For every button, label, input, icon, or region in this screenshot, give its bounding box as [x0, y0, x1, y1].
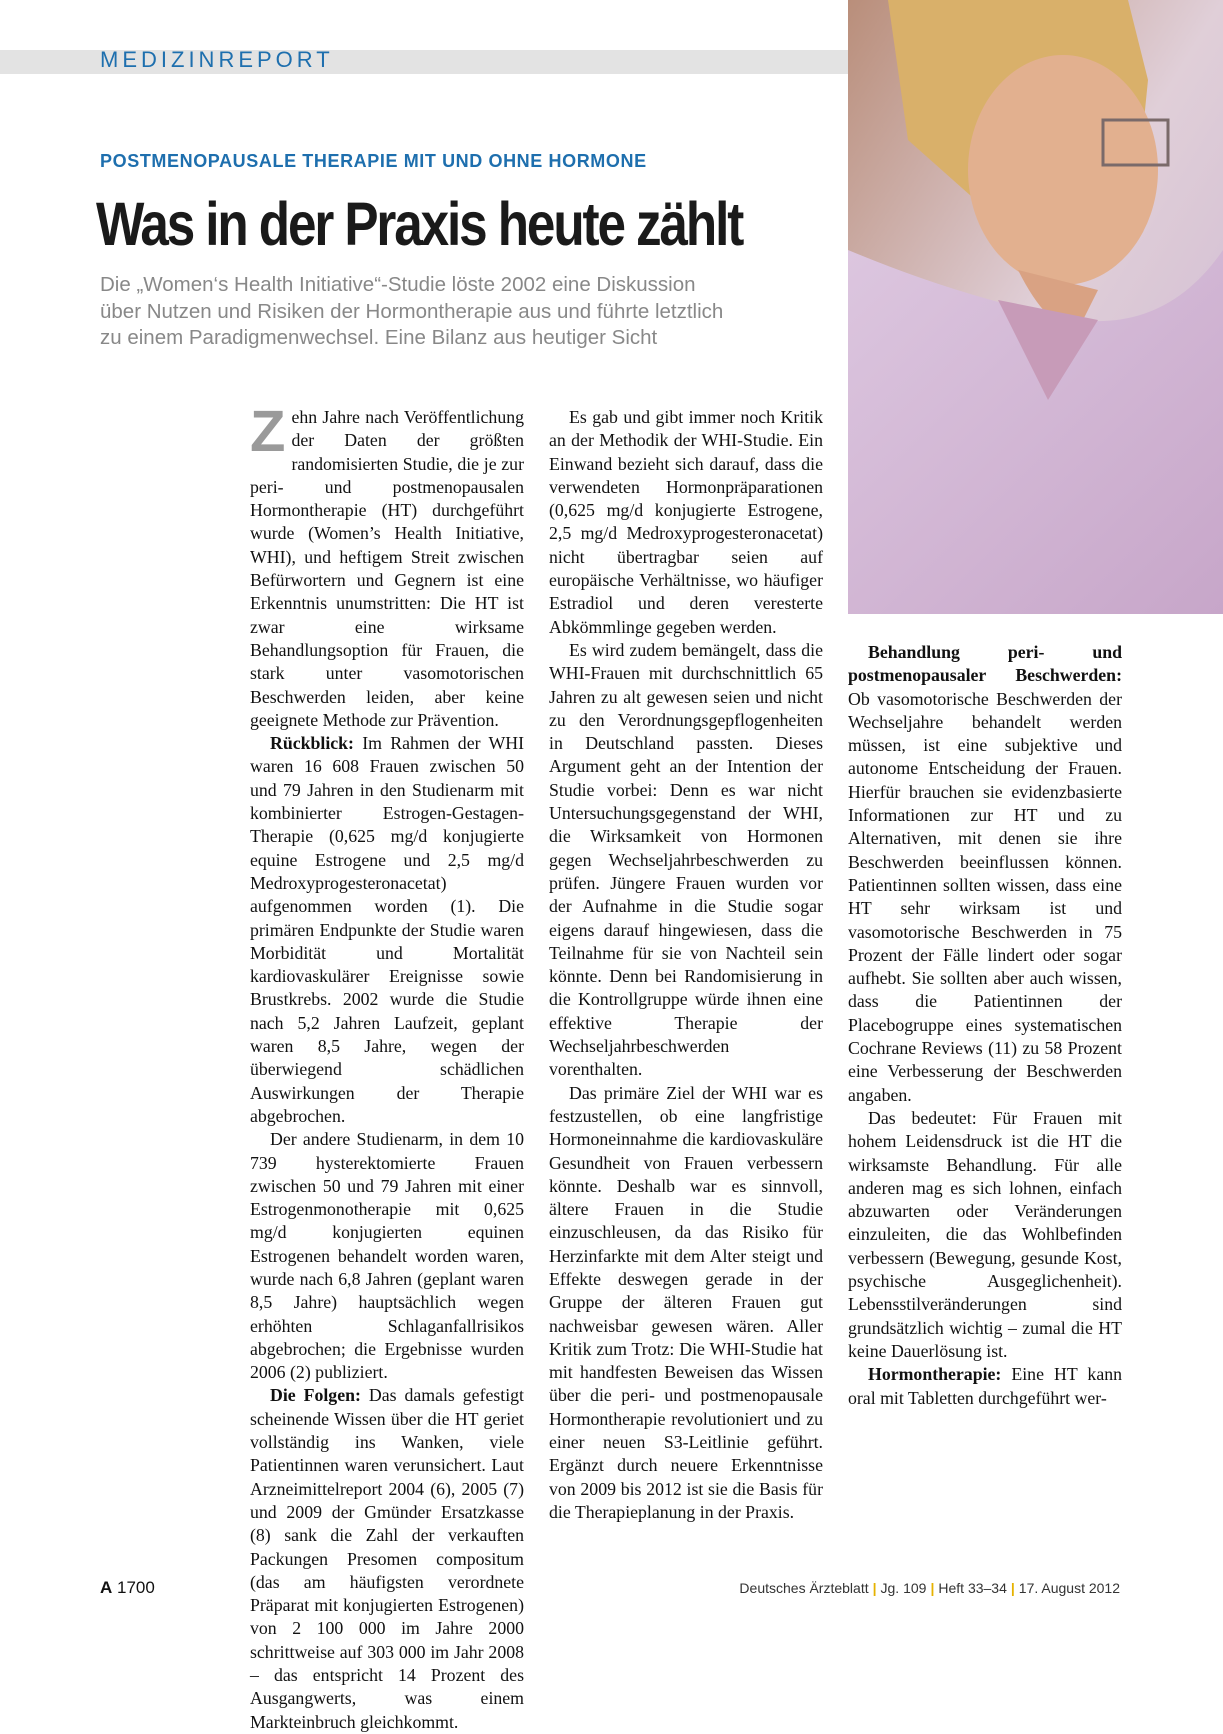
drop-cap: Z: [250, 399, 286, 464]
lead-text: [100, 272, 840, 352]
lead-line: Die „Women‘s Health Initiative“-Studie löste 2002 eine Diskussion: [100, 273, 696, 296]
article-column-1: [250, 399, 524, 1734]
paragraph-label: Hormontherapie:: [868, 1364, 1002, 1385]
headline: Was in der Praxis heute zählt: [96, 190, 743, 258]
paragraph-intro: Zehn Jahre nach Veröffentlichung der Daten der größten randomisierten Studie, die je zur peri- und postmenopausalen Hormontherapie (HT) durchgeführt wurde (Women’s Health Initiative, WHI), und heftigem Streit zwischen Befürwortern und Gegnern ist eine Erkenntnis unumstritten: Die HT ist zwar eine wirksame Behandlungsoption für Frauen, die stark unter vasomotorischen Beschwerden leiden, aber keine geeignete Methode zur Prävention.: [250, 399, 524, 730]
journal-name: Deutsches Ärzteblatt: [739, 1580, 869, 1596]
journal-issue: Heft 33–34: [938, 1580, 1007, 1596]
paragraph-rueckblick: Rückblick: Im Rahmen der WHI waren 16 608 Frauen zwischen 50 und 79 Jahren in den Studienarm mit kombinierter Estrogen-Gestagen-Therapie (0,625 mg/d konjugierte equine Estrogene und 2,5 mg/d Medroxyprogesteronacetat) aufgenommen worden (1). Die primären Endpunkte der Studie waren Morbidität und Mortalität kardiovaskulärer Ereignisse sowie Brustkrebs. 2002 wurde die Studie nach 5,2 Jahren Laufzeit, geplant waren 8,5 Jahre, wegen der überwiegend schädlichen Auswirkungen der Therapie abgebrochen.: [250, 733, 524, 1126]
paragraph-label: Die Folgen:: [270, 1385, 361, 1406]
paragraph-behandlung: Behandlung peri- und postmenopausaler Beschwerden: Ob vasomotorische Beschwerden der Wechseljahre behandelt werden müssen, ist eine subjektive und autonome Entscheidung der Frauen. Hierfür brauchen sie evidenzbasierte Informationen zur HT und zu Alternativen, mit denen sie ihre Beschwerden beeinflussen können. Patientinnen sollten wissen, dass eine HT sehr wirksam ist und vasomotorische Beschwerden in 75 Prozent der Fälle lindert oder sogar aufhebt. Sie sollten aber auch wissen, dass die Patientinnen der Placebogruppe eines systematischen Cochrane Reviews (11) zu 58 Prozent eine Verbesserung der Beschwerden angaben.: [848, 642, 1122, 1105]
lead-line: über Nutzen und Risiken der Hormontherapie aus und führte letztlich: [100, 299, 724, 323]
page-number: A 1700: [100, 1578, 155, 1597]
paragraph: Das bedeutet: Für Frauen mit hohem Leidensdruck ist die HT die wirksamste Behandlung. Für alle anderen mag es sich lohnen, einfach abzuwarten oder Veränderungen einzuleiten, die das Wohlbefinden verbessern (Bewegung, gesunde Kost, psychische Ausgeglichenheit). Lebensstilveränderungen sind grundsätzlich wichtig – zumal die HT keine Dauerlösung ist.: [848, 1107, 1122, 1361]
paragraph: Das primäre Ziel der WHI war es festzustellen, ob eine langfristige Hormoneinnahme die kardiovaskuläre Gesundheit von Frauen verbessern könnte. Deshalb war es sinnvoll, ältere Frauen in die Studie einzuschleusen, da das Risiko für Herzinfarkte mit dem Alter steigt und Effekte deswegen gerade in der Gruppe der älteren Frauen gut nachweisbar gewesen wären. Aller Kritik zum Trotz: Die WHI-Studie hat mit handfesten Beweisen das Wissen über die peri- und postmenopausale Hormontherapie revolutioniert und zu einer neuen S3-Leitlinie geführt. Ergänzt durch neuere Erkenntnisse von 2009 bis 2012 ist sie die Basis für die Therapieplanung in der Praxis.: [549, 1082, 823, 1522]
article-column-2: [549, 406, 823, 1524]
kicker: POSTMENOPAUSALE THERAPIE MIT UND OHNE HORMONE: [100, 151, 647, 171]
paragraph: Der andere Studienarm, in dem 10 739 hysterektomierte Frauen zwischen 50 und 79 Jahren mit einer Estrogenmonotherapie mit 0,625 mg/d konjugierten equinen Estrogenen behandelt worden waren, wurde nach 6,8 Jahren (geplant waren 8,5 Jahre) hauptsächlich wegen erhöhten Schlaganfallrisikos abgebrochen; die Ergebnisse wurden 2006 (2) publiziert.: [250, 1129, 524, 1383]
paragraph-label: Behandlung peri- und postmenopausaler Beschwerden:: [848, 642, 1122, 686]
journal-volume: Jg. 109: [880, 1580, 927, 1596]
paragraph-hormontherapie: Hormontherapie: Eine HT kann oral mit Tabletten durchgeführt wer-: [848, 1364, 1122, 1408]
paragraph-label: Rückblick:: [270, 733, 354, 754]
paragraph: Es wird zudem bemängelt, dass die WHI-Frauen mit durchschnittlich 65 Jahren zu alt gewesen seien und nicht zu den Verordnungsgepflogenheiten in Deutschland passten. Dieses Argument geht an der Intention der Studie vorbei: Denn es war nicht Untersuchungsgegenstand der WHI, die Wirksamkeit von Hormonen gegen Wechseljahrbeschwerden zu prüfen. Jüngere Frauen wurden vor der Aufnahme in die Studie sogar eigens darauf hingewiesen, dass die Teilnahme für sie von Nachteil sein könnte. Denn bei Randomisierung in die Kontrollgruppe würde ihnen eine effektive Therapie der Wechseljahrbeschwerden vorenthalten.: [549, 639, 823, 1080]
journal-footer: Deutsches Ärzteblatt | Jg. 109 | Heft 33–34 | 17. August 2012: [739, 1580, 1120, 1596]
journal-date: 17. August 2012: [1018, 1580, 1120, 1596]
paragraph: Es gab und gibt immer noch Kritik an der Methodik der WHI-Studie. Ein Einwand bezieht sich darauf, dass die verwendeten Hormonpräparationen (0,625 mg/d konjugierte Estrogene, 2,5 mg/d Medroxyprogesteronacetat) nicht übertragbar seien auf europäische Verhältnisse, wo häufiger Estradiol und deren veresterte Abkömmlinge gegeben werden.: [549, 407, 823, 637]
woman-photo-illustration: [848, 0, 1223, 614]
section-rubric: MEDIZINREPORT: [100, 47, 334, 72]
lead-line: zu einem Paradigmenwechsel. Eine Bilanz aus heutiger Sicht: [100, 326, 658, 349]
article-column-3: [848, 641, 1122, 1410]
paragraph-folgen: Die Folgen: Das damals gefestigt scheinende Wissen über die HT geriet vollständig ins Wanken, viele Patientinnen waren verunsichert. Laut Arzneimittelreport 2004 (6), 2005 (7) und 2009 der Gmünder Ersatzkasse (8) sank die Zahl der verkauften Packungen Presomen compositum (das am häufigsten verordnete Präparat mit konjugierten Estrogenen) von 2 100 000 im Jahre 2000 schrittweise auf 303 000 im Jahr 2008 – das entspricht 14 Prozent des Ausgangwerts, was einem Markteinbruch gleichkommt.: [250, 1385, 524, 1732]
article-photo: [848, 0, 1223, 614]
